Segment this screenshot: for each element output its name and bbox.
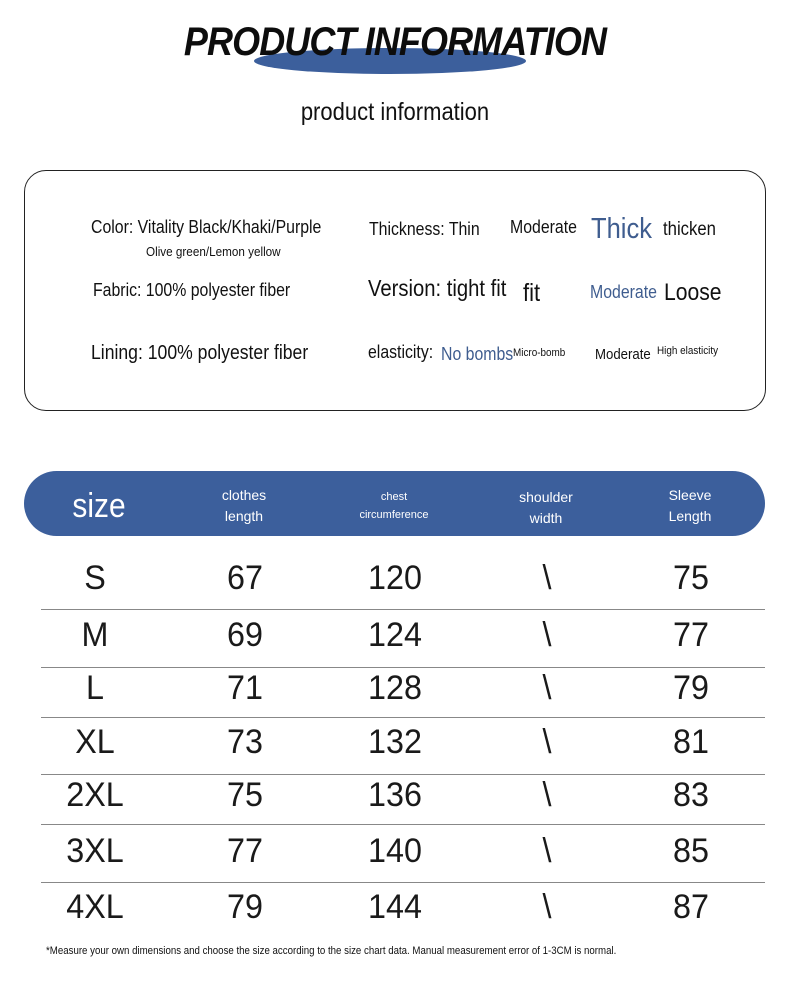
cell-size: M xyxy=(81,616,109,654)
fabric-label: Fabric: 100% polyester fiber xyxy=(93,280,291,300)
header-size: size xyxy=(72,487,126,525)
cell-length: 77 xyxy=(227,832,263,870)
cell-sleeve: 81 xyxy=(673,723,709,761)
cell-chest: 124 xyxy=(368,616,422,654)
cell-length: 75 xyxy=(227,776,263,814)
elasticity-option-micro-bomb: Micro-bomb xyxy=(513,347,566,359)
lining-label: Lining: 100% polyester fiber xyxy=(91,342,309,364)
header-clothes-length: clothes length xyxy=(221,487,267,524)
page-subtitle: product information xyxy=(300,98,490,126)
cell-length: 73 xyxy=(227,723,263,761)
cell-sleeve: 77 xyxy=(673,616,709,654)
elasticity-label: elasticity: xyxy=(368,342,434,362)
header-sleeve-length: Sleeve Length xyxy=(668,487,712,524)
cell-size: 4XL xyxy=(66,888,124,926)
cell-size: S xyxy=(84,559,106,597)
cell-chest: 132 xyxy=(368,723,422,761)
cell-length: 67 xyxy=(227,559,263,597)
cell-length: 69 xyxy=(227,616,263,654)
elasticity-option-no-bombs: No bombs xyxy=(441,344,514,364)
cell-size: L xyxy=(86,669,104,707)
title-block xyxy=(0,18,790,80)
cell-shoulder: \ xyxy=(542,888,552,926)
cell-size: XL xyxy=(75,723,115,761)
cell-shoulder: \ xyxy=(542,832,552,870)
cell-chest: 120 xyxy=(368,559,422,597)
elasticity-option-high: High elasticity xyxy=(657,345,719,357)
cell-sleeve: 79 xyxy=(673,669,709,707)
measurement-footnote: *Measure your own dimensions and choose the size according to the size chart data. Manual measurement error of 1-3CM is normal. xyxy=(46,945,617,957)
cell-chest: 140 xyxy=(368,832,422,870)
cell-shoulder: \ xyxy=(542,559,552,597)
cell-chest: 136 xyxy=(368,776,422,814)
cell-shoulder: \ xyxy=(542,723,552,761)
version-option-moderate: Moderate xyxy=(590,282,657,302)
size-table-header xyxy=(24,471,765,536)
cell-length: 79 xyxy=(227,888,263,926)
version-label: Version: tight fit xyxy=(368,275,507,301)
cell-sleeve: 85 xyxy=(673,832,709,870)
cell-sleeve: 83 xyxy=(673,776,709,814)
cell-size: 3XL xyxy=(66,832,124,870)
cell-sleeve: 75 xyxy=(673,559,709,597)
version-option-loose: Loose xyxy=(664,279,722,306)
product-info-box xyxy=(24,170,766,411)
cell-shoulder: \ xyxy=(542,616,552,654)
thickness-option-moderate: Moderate xyxy=(510,217,577,237)
version-option-fit: fit xyxy=(523,279,541,307)
cell-size: 2XL xyxy=(66,776,124,814)
header-shoulder-width: shoulder width xyxy=(519,489,573,526)
thickness-option-thick: Thick xyxy=(591,213,652,245)
cell-chest: 144 xyxy=(368,888,422,926)
cell-sleeve: 87 xyxy=(673,888,709,926)
page-title: PRODUCT INFORMATION xyxy=(183,20,607,64)
color-extra: Olive green/Lemon yellow xyxy=(146,244,281,259)
elasticity-option-moderate: Moderate xyxy=(595,346,651,363)
color-label: Color: Vitality Black/Khaki/Purple xyxy=(91,217,322,237)
cell-shoulder: \ xyxy=(542,776,552,814)
thickness-label: Thickness: Thin xyxy=(369,219,480,239)
cell-length: 71 xyxy=(227,669,263,707)
header-chest-circumference: chest circumference xyxy=(359,491,429,521)
cell-shoulder: \ xyxy=(542,669,552,707)
cell-chest: 128 xyxy=(368,669,422,707)
thickness-option-thicken: thicken xyxy=(663,219,716,240)
